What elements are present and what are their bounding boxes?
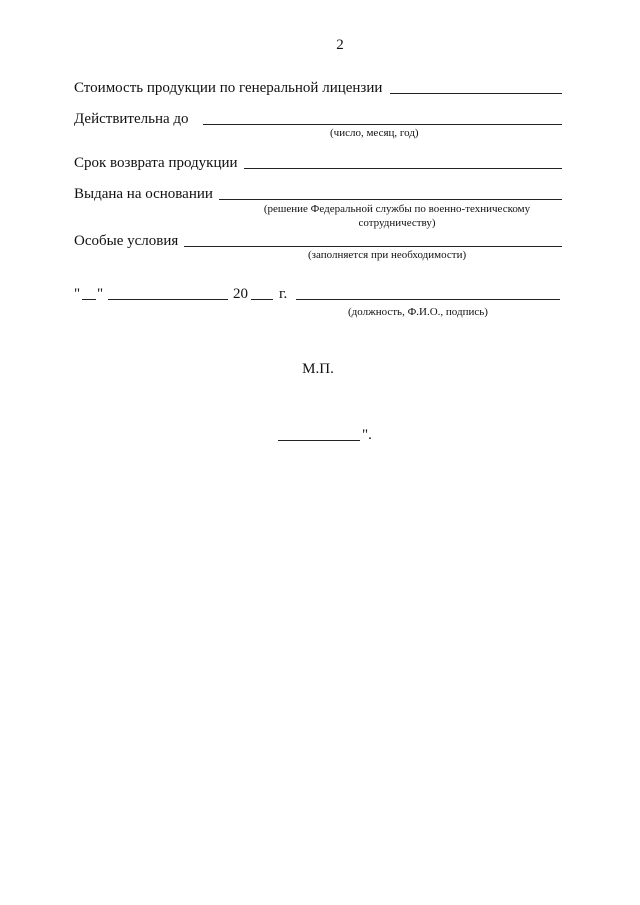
- year-prefix: 20: [233, 286, 248, 302]
- month-line: [108, 299, 228, 300]
- field-label: Стоимость продукции по генеральной лицензии: [74, 80, 383, 96]
- hint-date: (число, месяц, год): [330, 127, 419, 139]
- fill-line: [244, 168, 562, 169]
- field-issued-basis: [74, 183, 562, 203]
- field-label: Выдана на основании: [74, 186, 213, 202]
- field-special-conditions: [74, 230, 562, 250]
- hint-signature: (должность, Ф.И.О., подпись): [348, 306, 488, 318]
- field-label: Особые условия: [74, 233, 179, 249]
- signature-line: [296, 299, 560, 300]
- day-line: [82, 299, 96, 300]
- fill-line: [219, 199, 562, 200]
- hint-basis-line2: сотрудничеству): [358, 217, 436, 229]
- closing-underline: [278, 440, 360, 441]
- fill-line: [184, 246, 562, 247]
- fill-line: [390, 93, 562, 94]
- date-signature-row: [74, 283, 560, 303]
- year-line: [251, 299, 273, 300]
- page-number: 2: [336, 37, 344, 53]
- hint-basis-line1: (решение Федеральной службы по военно-техническому: [263, 203, 531, 215]
- quote-close: ": [97, 286, 104, 302]
- closing-line: [278, 424, 398, 444]
- field-label: Действительна до: [74, 111, 189, 127]
- quote-open: ": [74, 286, 81, 302]
- year-suffix: г.: [279, 286, 288, 302]
- field-return-term: [74, 152, 562, 172]
- field-label: Срок возврата продукции: [74, 155, 238, 171]
- closing-quote: ".: [362, 427, 372, 443]
- fill-line: [203, 124, 562, 125]
- field-product-cost: [74, 77, 562, 97]
- hint-special: (заполняется при необходимости): [308, 249, 467, 261]
- field-valid-until: [74, 108, 562, 128]
- stamp-place: М.П.: [302, 361, 334, 377]
